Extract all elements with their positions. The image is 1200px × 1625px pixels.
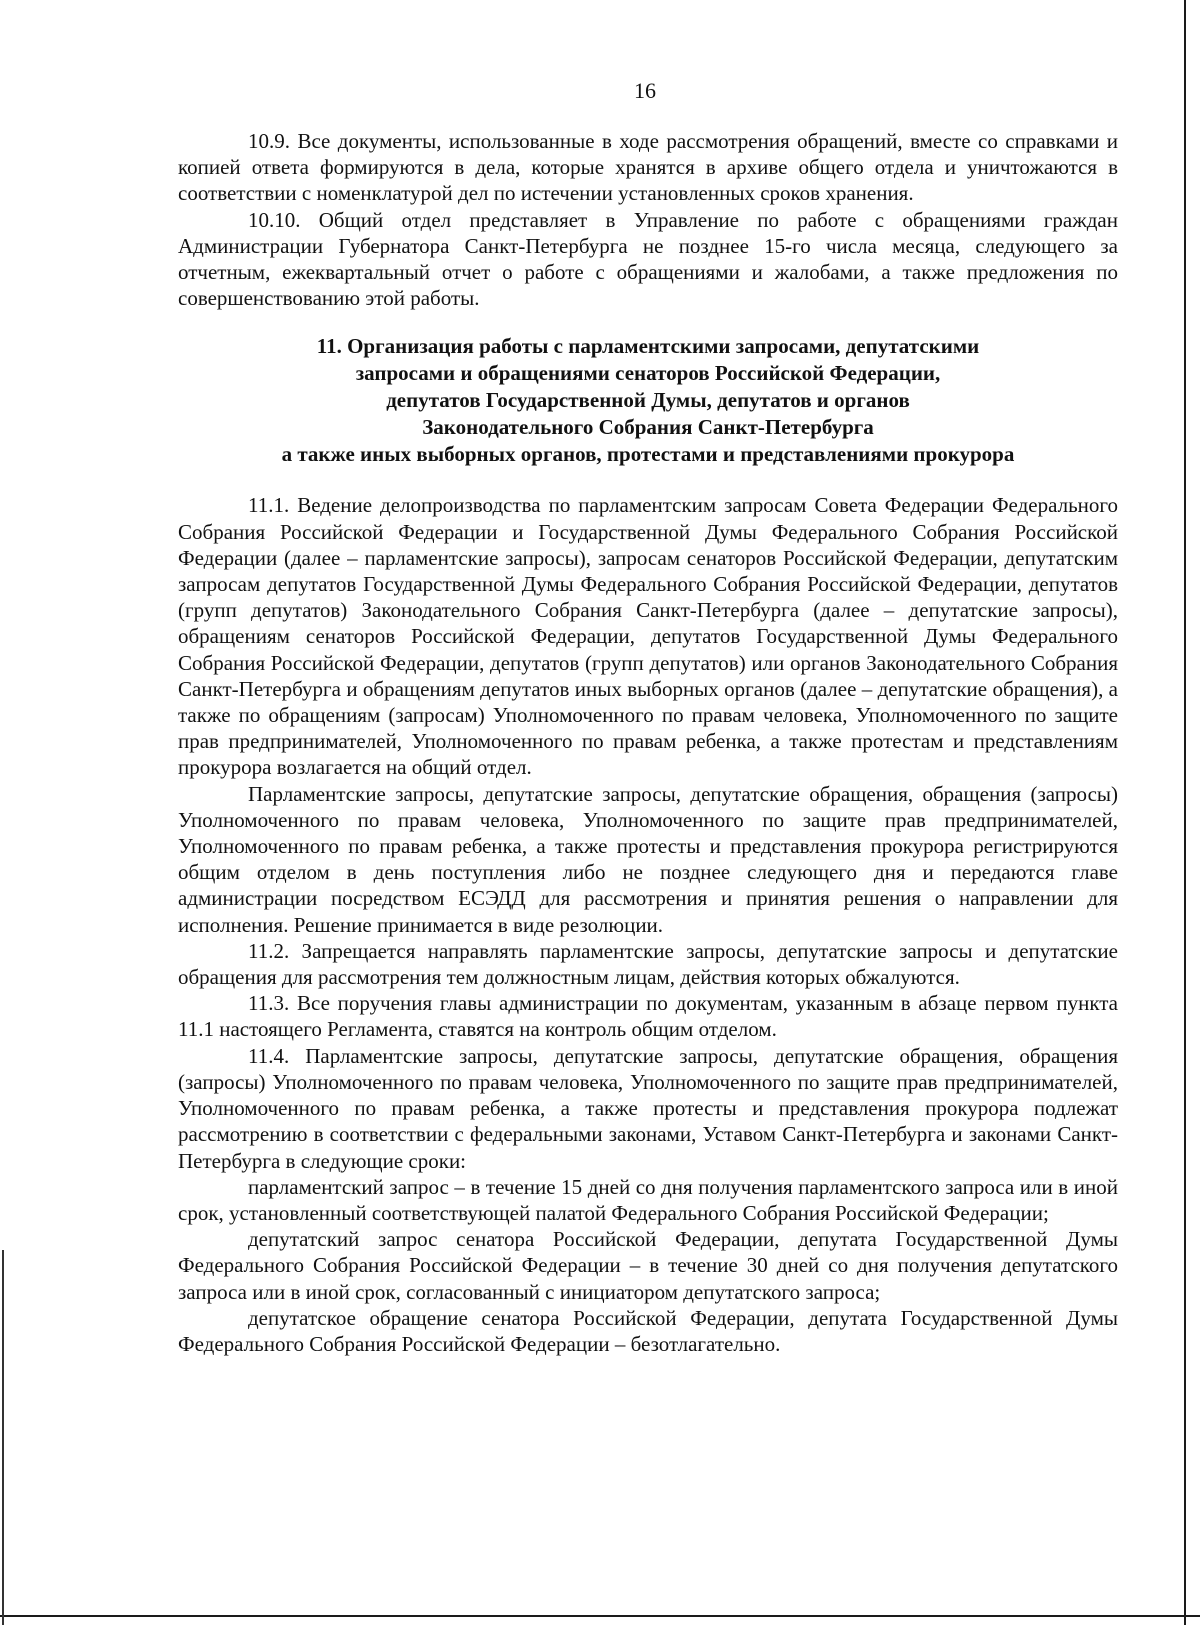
paragraph-11-2: 11.2. Запрещается направлять парламентские запросы, депутатские запросы и депутатские обращения для рассмотрения тем должностным лицам, действия которых обжалуются. xyxy=(178,938,1118,990)
paragraph-11-1: 11.1. Ведение делопроизводства по парламентским запросам Совета Федерации Федерального Собрания Российской Федерации и Государственной Думы Федерального Собрания Российской Федерации (далее – парламентские запросы), запросам сенаторов Российской Федерации, депутатским запросам депутатов Государственной Думы Федерального Собрания Российской Федерации, депутатов (групп депутатов) Законодательного Собрания Санкт-Петербурга (далее – депутатские запросы), обращениям сенаторов Российской Федерации, депутатов Государственной Думы Федерального Собрания Российской Федерации, депутатов (групп депутатов) или органов Законодательного Собрания Санкт-Петербурга и обращениям депутатов иных выборных органов (далее – депутатские обращения), а также по обращениям (запросам) Уполномоченного по правам человека, Уполномоченного по защите прав предпринимателей, Уполномоченного по правам ребенка, а также протестам и представлениям прокурора возлагается на общий отдел. xyxy=(178,493,1118,780)
paragraph-11-1-registration: Парламентские запросы, депутатские запросы, депутатские обращения, обращения (запросы) Уполномоченного по правам человека, Уполномоченного по защите прав предпринимателей, Уполномоченного по правам ребенка, а также протесты и представления прокурора регистрируются общим отделом в день поступления либо не позднее следующего дня и передаются главе администрации посредством ЕСЭДД для рассмотрения и принятия решения о направлении для исполнения. Решение принимается в виде резолюции. xyxy=(178,781,1118,937)
paragraph-11-4: 11.4. Парламентские запросы, депутатские запросы, депутатские обращения, обращения (запросы) Уполномоченного по правам человека, Уполномоченного по защите прав предпринимателей, Уполномоченного по правам ребенка, а также протесты и представления прокурора подлежат рассмотрению в соответствии с федеральными законами, Уставом Санкт-Петербурга и законами Санкт-Петербурга в следующие сроки: xyxy=(178,1043,1118,1173)
scan-edge-bottom xyxy=(0,1615,1200,1617)
scan-edge-right xyxy=(1184,0,1186,1625)
section-heading-line: депутатов Государственной Думы, депутатов и органов xyxy=(386,388,910,413)
scan-edge-left xyxy=(2,1250,4,1625)
page-number: 16 xyxy=(634,78,656,103)
paragraph-deadline-parliamentary: парламентский запрос – в течение 15 дней со дня получения парламентского запроса или в иной срок, установленный соответствующей палатой Федерального Собрания Российской Федерации; xyxy=(178,1174,1118,1225)
paragraph-deadline-deputy-request: депутатский запрос сенатора Российской Федерации, депутата Государственной Думы Федерального Собрания Российской Федерации – в течение 30 дней со дня получения депутатского запроса или в иной срок, согласованный с инициатором депутатского запроса; xyxy=(178,1227,1118,1304)
paragraph-11-3: 11.3. Все поручения главы администрации по документам, указанным в абзаце первом пункта 11.1 настоящего Регламента, ставятся на контроль общим отделом. xyxy=(178,991,1118,1042)
section-heading-line: а также иных выборных органов, протестами и представлениями прокурора xyxy=(281,442,1015,467)
document-body xyxy=(178,128,1118,1357)
section-heading-line: Законодательного Собрания Санкт-Петербурга xyxy=(422,415,874,440)
section-heading-11 xyxy=(178,333,1118,468)
paragraph-deadline-deputy-appeal: депутатское обращение сенатора Российской Федерации, депутата Государственной Думы Федерального Собрания Российской Федерации – безотлагательно. xyxy=(178,1305,1118,1356)
section-heading-line: 11. Организация работы с парламентскими запросами, депутатскими xyxy=(316,334,980,359)
section-heading-line: запросами и обращениями сенаторов Российской Федерации, xyxy=(355,361,941,386)
paragraph-10-9: 10.9. Все документы, использованные в ходе рассмотрения обращений, вместе со справками и копией ответа формируются в дела, которые хранятся в архиве общего отдела и уничтожаются в соответствии с номенклатурой дел по истечении установленных сроков хранения. xyxy=(178,129,1118,206)
paragraph-10-10: 10.10. Общий отдел представляет в Управление по работе с обращениями граждан Администрации Губернатора Санкт-Петербурга не позднее 15-го числа месяца, следующего за отчетным, ежеквартальный отчет о работе с обращениями и жалобами, а также предложения по совершенствованию этой работы. xyxy=(178,207,1118,311)
